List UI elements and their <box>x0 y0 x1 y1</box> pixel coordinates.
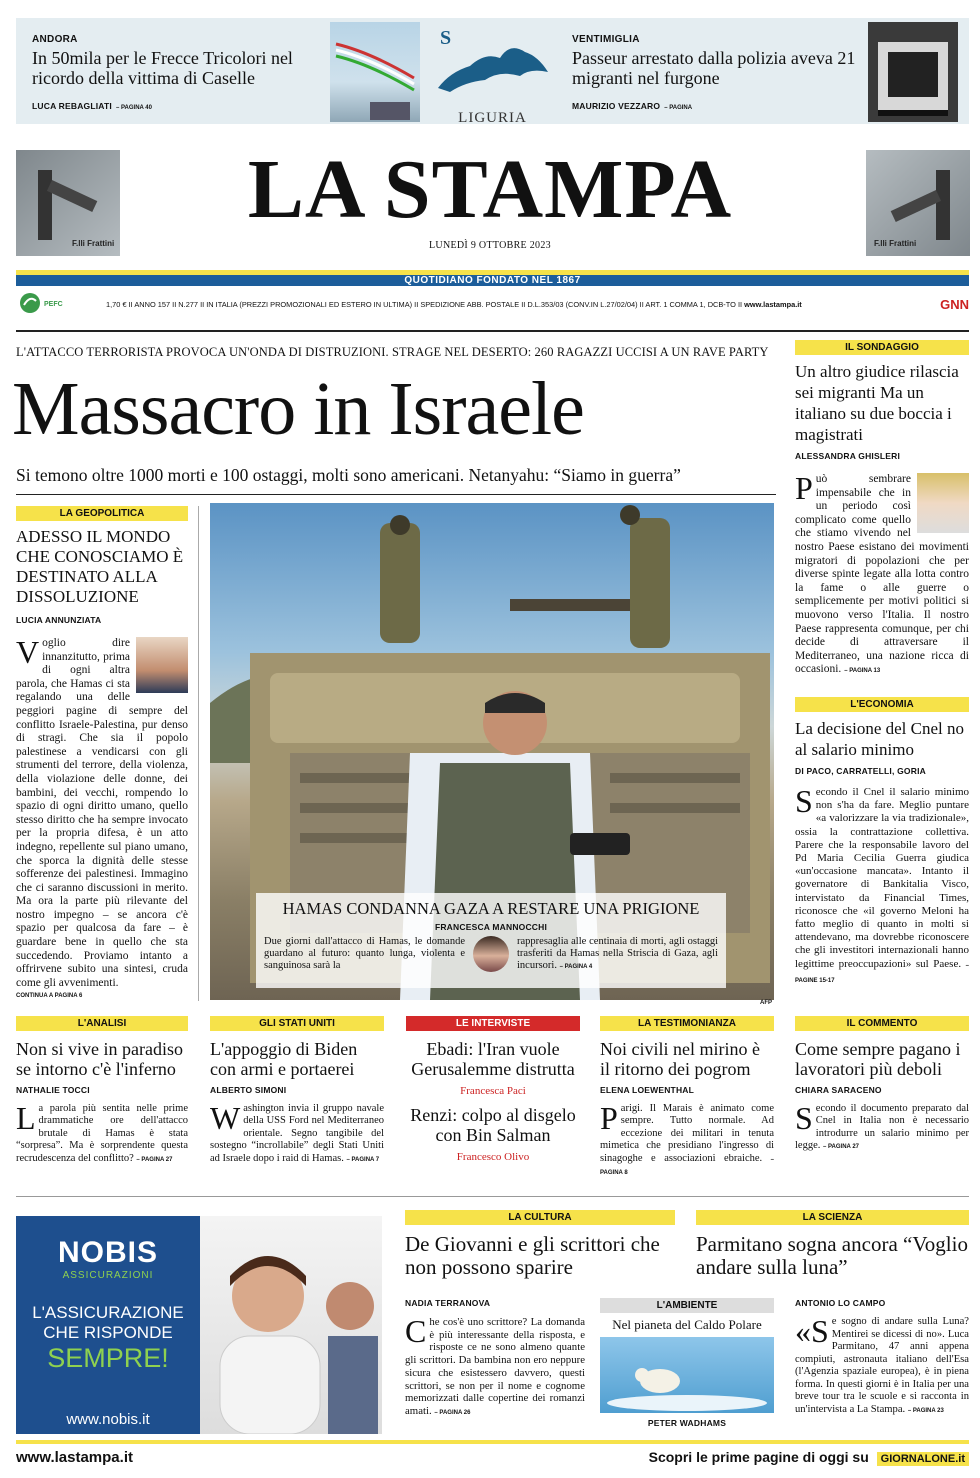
ambiente-section: L'AMBIENTE <box>600 1298 774 1313</box>
cultura-section: LA CULTURA <box>405 1210 675 1225</box>
usa-article[interactable] <box>210 1016 384 1166</box>
cultura-author: NADIA TERRANOVA <box>405 1298 491 1308</box>
nobis-sub: ASSICURAZIONI <box>62 1270 154 1281</box>
analisi-section: L'ANALISI <box>16 1016 188 1031</box>
mannocchi-avatar <box>473 936 509 972</box>
commento-body: Secondo il documento preparato dal Cnel in Italia non è necessario introdurre un salario minimo per legge. – PAGINA 27 <box>795 1100 969 1152</box>
sondaggio-article[interactable] <box>795 340 969 679</box>
sondaggio-headline: Un altro giudice rilascia sei migranti Ma un italiano su due boccia i magistrati <box>795 362 959 444</box>
footer <box>16 1440 969 1470</box>
lead-subhead: Si temono oltre 1000 morti e 100 ostaggi, molti sono americani. Netanyahu: “Siamo in guerra” <box>16 465 681 485</box>
call-center-illustration <box>200 1216 382 1434</box>
photo-credit: AFP <box>760 1000 772 1006</box>
row2-rule <box>16 1196 969 1197</box>
testimonianza-section: LA TESTIMONIANZA <box>600 1016 774 1031</box>
annunziata-avatar <box>136 637 188 693</box>
usa-author: ALBERTO SIMONI <box>210 1085 287 1095</box>
top-left-page: – PAGINA 40 <box>115 105 152 111</box>
geopolitica-continue[interactable]: CONTINUA A PAGINA 6 <box>16 993 83 1000</box>
economia-author: DI PACO, CARRATELLI, GORIA <box>795 766 926 776</box>
frecce-trail-illustration <box>330 22 420 122</box>
nobis-url[interactable]: www.nobis.it <box>66 1411 150 1428</box>
scienza-headline: Parmitano sogna ancora “Voglio andare sulla luna” <box>696 1232 968 1279</box>
commento-article[interactable] <box>795 1016 969 1154</box>
economia-headline: La decisione del Cnel no al salario minimo <box>795 719 965 759</box>
cultura-headline: De Giovanni e gli scrittori che non possono sparire <box>405 1232 660 1279</box>
gnn-logo: GNN <box>940 296 969 312</box>
geopolitica-body: Voglio dire innanzitutto, prima di ogni altra parola, che Hamas ci sta regalando una delle peggiori pagine di sempre del conflitto Israele-Palestina, pur denso di stragi. Che sia il popolo palestinese a vendicarsi con gli strumenti del terrore, della violenza, della violazione delle donne, dei bambini, dei vecchi, rompendo lo spazio di ogni diritto umano, quello stesso diritto che ha sempre invocato per la propria difesa, è un atto indegno, repellente sul piano umano, che sporca la dignità delle stesse sofferenze dei palestinesi. Immagino che ci saranno discussioni in merito. Ma ora la parte più rilevante del nostro impegno – se ancora c'è spazio per qualcosa da fare – è guardare bene in quello che sta succedendo. Proviamo intanto a offrirvene subito una sintesi, cruda come gli avvenimenti. <box>16 634 188 989</box>
ad-right[interactable] <box>866 150 970 256</box>
ghisleri-avatar <box>917 473 969 533</box>
nobis-line1: L'ASSICURAZIONE <box>32 1303 184 1322</box>
masthead-date: LUNEDÌ 9 OTTOBRE 2023 <box>429 240 551 251</box>
interviste-author-2: Francesco Olivo <box>456 1151 530 1163</box>
ad-left-brand: F.lli Frattini <box>72 239 115 248</box>
lead-kicker: L'ATTACCO TERRORISTA PROVOCA UN'ONDA DI DISTRUZIONI. STRAGE NEL DESERTO: 260 RAGAZZI UCCISI A UN RAVE PARTY <box>16 345 769 359</box>
ad-left[interactable] <box>16 150 120 256</box>
nobis-line2: CHE RISPONDE <box>43 1323 173 1342</box>
lead-headline[interactable]: Massacro in Israele <box>12 367 584 451</box>
cultura-article[interactable] <box>405 1210 675 1279</box>
analisi-article[interactable] <box>16 1016 188 1166</box>
liguria-map <box>430 22 555 126</box>
caption-headline: HAMAS CONDANNA GAZA A RESTARE UNA PRIGIONE <box>282 899 700 918</box>
interviste-article[interactable] <box>406 1016 580 1163</box>
footer-site[interactable]: www.lastampa.it <box>16 1448 133 1466</box>
ambiente-headline: Nel pianeta del Caldo Polare <box>612 1317 762 1332</box>
info-text: 1,70 € II ANNO 157 II N.277 II IN ITALIA (PREZZI PROMOZIONALI ED ESTERO IN ULTIMA) II SPEDIZIONE ABB. POSTALE II D.L.353/03 (CONV.IN L.27/02/04) II ART. 1 COMMA 1, DCB-TO II www.lastampa.it <box>106 299 802 309</box>
masthead-title[interactable]: LA STAMPA <box>247 143 733 236</box>
row2 <box>16 1016 969 1186</box>
geopolitica-section: LA GEOPOLITICA <box>16 506 188 521</box>
scienza-body-block <box>795 1298 969 1417</box>
sondaggio-section: IL SONDAGGIO <box>795 340 969 355</box>
top-right-author: MAURIZIO VEZZARO <box>572 101 661 111</box>
founded-text: QUOTIDIANO FONDATO NEL 1867 <box>404 275 581 286</box>
caption-right: rappresaglia alle centinaia di morti, agli ostaggi trasferiti da Hamas nella Striscia di Gaza, agli incursori. – PAGINA 4 <box>517 936 718 971</box>
ambiente-author: PETER WADHAMS <box>647 1418 727 1428</box>
top-right-place: VENTIMIGLIA <box>572 34 640 45</box>
info-site[interactable]: www.lastampa.it <box>744 299 802 309</box>
interviste-headline-2: Renzi: colpo al disgelo con Bin Salman <box>410 1105 576 1145</box>
liguria-map-icon <box>430 22 555 102</box>
nobis-ad[interactable] <box>16 1216 382 1434</box>
top-right-photo <box>868 22 958 122</box>
testimonianza-article[interactable] <box>600 1016 774 1179</box>
analisi-headline: Non si vive in paradiso se intorno c'è l'inferno <box>16 1039 183 1079</box>
analisi-author: NATHALIE TOCCI <box>16 1085 90 1095</box>
top-right-story[interactable] <box>572 34 862 114</box>
scienza-body: «Se sogno di andare sulla Luna? Mentirei se dicessi di no». Luca Parmitano, 47 anni appena compiuti, astronauta italiano dell'Esa (l'Agenzia spaziale europea), è in piena forma. In questi giorni è in Italia per una breve tour tra le scuole e si racconta in un'intervista a La Stampa. – PAGINA 23 <box>795 1313 969 1415</box>
masthead-rule <box>16 330 969 332</box>
economia-body: Secondo il Cnel il salario minimo non s'ha da fare. Meglio puntare «a valorizzare la via tradizionale», ossia la contrattazione collettiva. Parere che la responsabile lavoro del Pd Maria Cecilia Guerra giudica «un'occasione mancata». Intanto il governatore di Bankitalia Visco, intervistato da Financial Times, riconosce che «il governo Meloni ha fatto meglio di quanto in molti si attendevano, ma dovrebbe riconoscere che gli investitori internazionali hanno legittime preoccupazioni» sul Paese. – PAGINE 15-17 <box>795 783 970 984</box>
caption-left: Due giorni dall'attacco di Hamas, le domande guardano al futuro: quanto lunga, violenta e sanguinosa sarà la <box>264 936 465 971</box>
nobis-line3: SEMPRE! <box>47 1343 169 1373</box>
testimonianza-headline: Noi civili nel mirino è il ritorno dei pogrom <box>600 1039 760 1079</box>
sondaggio-author: ALESSANDRA GHISLERI <box>795 451 901 461</box>
interviste-section: LE INTERVISTE <box>406 1016 580 1031</box>
pefc-logo <box>16 291 106 317</box>
top-left-headline: In 50mila per le Frecce Tricolori nel ricordo della vittima di Caselle <box>32 48 293 88</box>
geopolitica-article[interactable] <box>16 506 188 999</box>
usa-headline: L'appoggio di Biden con armi e portaerei <box>210 1039 358 1079</box>
economia-section: L'ECONOMIA <box>795 697 969 712</box>
scienza-section: LA SCIENZA <box>696 1210 969 1225</box>
van-illustration <box>868 22 958 122</box>
nobis-panel <box>16 1216 200 1434</box>
cultura-body-block <box>405 1298 585 1420</box>
cultura-body: Che cos'è uno scrittore? La domanda è più interessante della risposta, e risposte ce ne sono almeno quante gli scrittori. Da bambina non ero neppure sicura che esistessero davvero, questi scrittori, se non per il nome e cognome memorizzati dalle copertine dei romanzi amati. – PAGINA 26 <box>405 1313 585 1417</box>
commento-section: IL COMMENTO <box>795 1016 969 1031</box>
polar-bear-illustration <box>600 1337 774 1413</box>
ambiente-article[interactable] <box>600 1298 774 1428</box>
pefc-label: PEFC <box>44 300 63 308</box>
founded-bar <box>16 270 969 286</box>
commento-author: CHIARA SARACENO <box>795 1085 882 1095</box>
analisi-body: La parola più sentita nelle prime drammatiche ore dell'attacco brutale di Hamas è stata “sorpresa”. Ma è sorprendente questa recrudescenza del conflitto? – PAGINA 27 <box>16 1100 188 1164</box>
interviste-author-1: Francesca Paci <box>460 1085 526 1097</box>
testimonianza-body: Parigi. Il Marais è animato come sempre. Tutto normale. Ad eccezione dei militari in tenuta mimetica che presidiano l'ingresso di sinagoghe e associazioni ebraiche. – PAGINA 8 <box>600 1100 775 1177</box>
top-left-author: LUCA REBAGLIATI <box>32 101 112 111</box>
top-left-place: ANDORA <box>32 34 78 45</box>
geopolitica-headline: ADESSO IL MONDO CHE CONOSCIAMO È DESTINATO ALLA DISSOLUZIONE <box>16 527 184 606</box>
sondaggio-body: Può sembrare impensabile che in un periodo così complicato come quello che stiamo vivendo nel nostro Paese esistano dei movimenti migratori di popolazioni che per diverse spinte legate alla lotta contro la fame o alle guerre o semplicemente per motivi politici si muovono verso l'Italia. Il nostro Paese rappresenta comunque, per chi decide di attraversare il Mediterraneo, una nazione ricca di occasioni. – PAGINA 13 <box>795 470 969 676</box>
scienza-article[interactable] <box>696 1210 969 1279</box>
lead-photo[interactable] <box>210 503 774 1000</box>
region-label: LIGURIA <box>458 110 527 126</box>
economia-article[interactable] <box>795 697 969 988</box>
nobis-photo <box>200 1216 382 1434</box>
top-left-story[interactable] <box>32 34 322 114</box>
interviste-headline-1: Ebadi: l'Iran vuole Gerusalemme distrutta <box>411 1039 575 1079</box>
giornalone-logo: GIORNALONE.it <box>877 1452 969 1466</box>
commento-headline: Come sempre pagano i lavoratori più deboli <box>795 1039 961 1079</box>
top-left-photo <box>330 22 420 122</box>
testimonianza-author: ELENA LOEWENTHAL <box>600 1085 695 1095</box>
col-divider-1 <box>198 506 199 1001</box>
svg-text:S: S <box>440 27 452 49</box>
leaf-icon <box>16 291 44 317</box>
caption-author: FRANCESCA MANNOCCHI <box>434 922 548 932</box>
polar-bear-photo <box>600 1337 774 1413</box>
photo-caption-box[interactable] <box>256 893 726 988</box>
info-line <box>16 290 969 318</box>
footer-promo[interactable]: Scopri le prime pagine di oggi su GIORNALONE.it <box>649 1449 969 1465</box>
nobis-brand: NOBIS <box>57 1236 158 1269</box>
usa-section: GLI STATI UNITI <box>210 1016 384 1031</box>
usa-body: Washington invia il gruppo navale della USS Ford nel Mediterraneo orientale. Segno tangibile del sostegno “incrollabile” degli Stati Uniti ad Israele dopo i raid di Hamas. – PAGINA 7 <box>210 1100 384 1164</box>
ad-right-brand: F.lli Frattini <box>874 239 917 248</box>
geopolitica-author: LUCIA ANNUNZIATA <box>16 615 102 625</box>
lead-rule <box>16 494 776 495</box>
top-right-page: – PAGINA <box>664 105 693 111</box>
scienza-author: ANTONIO LO CAMPO <box>795 1298 886 1308</box>
top-right-headline: Passeur arrestato dalla polizia aveva 21 migranti nel furgone <box>572 48 856 88</box>
